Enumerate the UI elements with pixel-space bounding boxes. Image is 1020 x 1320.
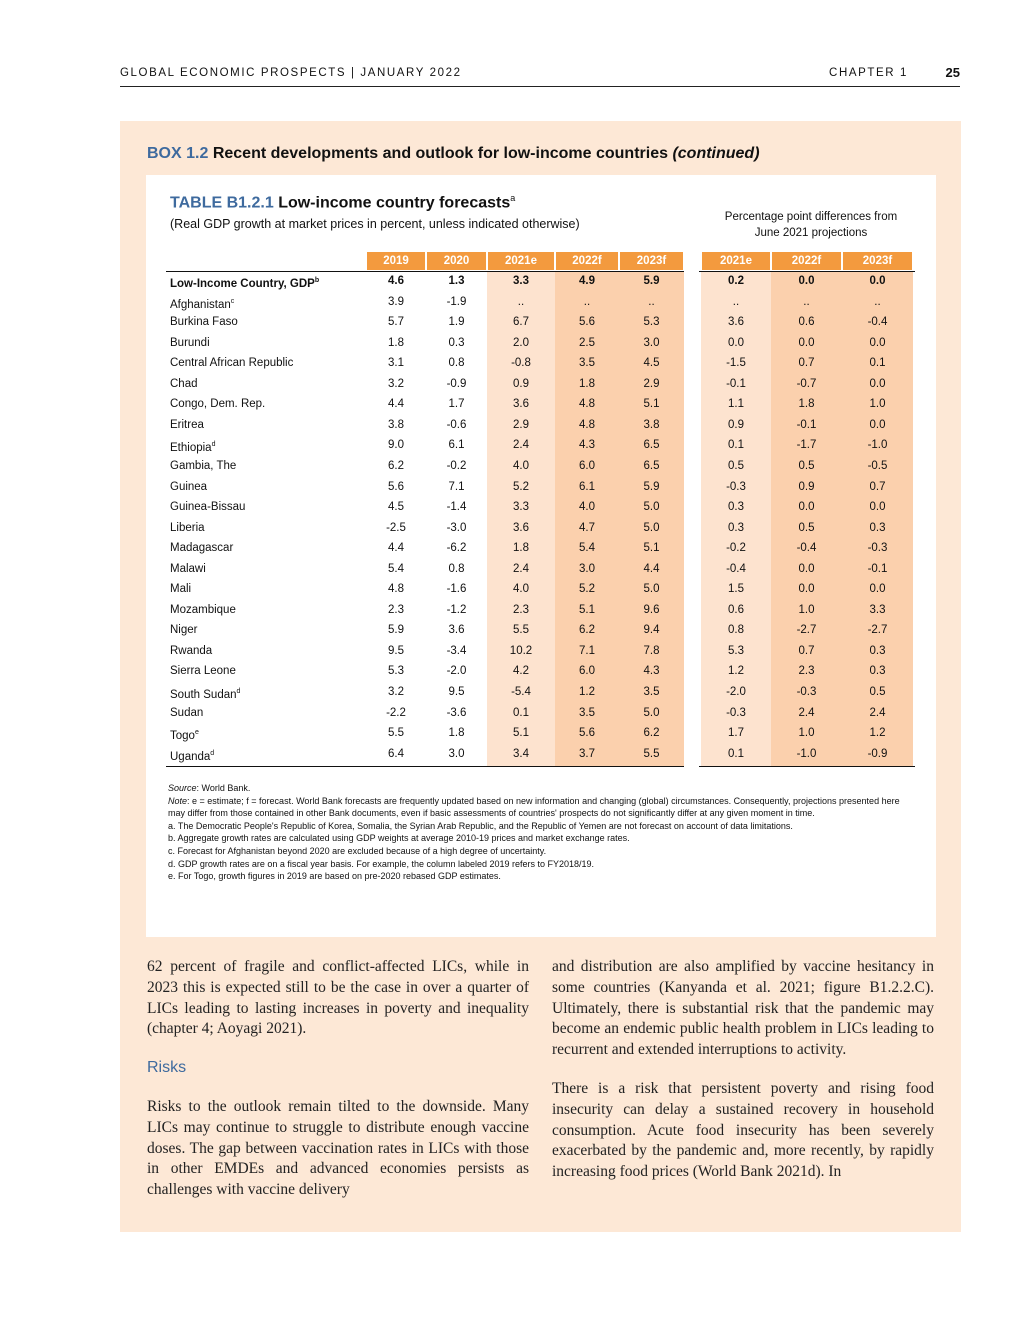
note-source-label: Source — [168, 783, 197, 793]
note-general — [168, 795, 918, 820]
table-cell: 2.3 — [513, 603, 529, 616]
table-cell: 1.7 — [728, 727, 744, 740]
table-cell: 4.4 — [388, 542, 404, 555]
table-cell: -2.5 — [386, 521, 406, 534]
table-cell: 1.7 — [448, 398, 465, 411]
table-row — [146, 292, 936, 312]
table-cell: 0.9 — [728, 418, 744, 431]
table-cell: 0.3 — [728, 521, 744, 534]
table-cell: 0.0 — [798, 336, 815, 349]
table-cell: 0.2 — [728, 275, 744, 287]
table-cell: 5.1 — [643, 542, 660, 555]
table-title — [170, 193, 515, 212]
table-cell: 0.5 — [728, 459, 744, 472]
table-cell: 0.1 — [869, 357, 886, 370]
table-cell: -1.7 — [796, 439, 817, 452]
table-cell: 6.2 — [388, 459, 404, 472]
table-row — [146, 744, 936, 764]
table-cell: 0.0 — [869, 501, 886, 514]
table-cell: -2.7 — [796, 624, 817, 637]
table-cell: .. — [874, 295, 881, 308]
table-row — [146, 394, 936, 414]
chapter-label: CHAPTER 1 — [829, 67, 908, 79]
table-cell: 4.3 — [579, 439, 595, 452]
table-cell: 0.7 — [798, 357, 815, 370]
table-cell: 0.0 — [798, 583, 815, 596]
table-cell: 0.8 — [728, 624, 744, 637]
country-footnote-marker: d — [236, 688, 241, 695]
table-cell: -1.0 — [796, 747, 817, 760]
table-cell: 5.9 — [388, 624, 404, 637]
page-number: 25 — [945, 65, 960, 80]
table-cell: 5.1 — [643, 398, 660, 411]
body-column-left — [147, 957, 529, 1219]
country-name: Rwanda — [170, 644, 213, 657]
table-cell: 0.0 — [869, 336, 886, 349]
table-cell: 4.8 — [388, 583, 404, 596]
table-row — [146, 641, 936, 661]
country-name: South Sudan$^d$ — [170, 688, 241, 701]
table-cell: -3.6 — [446, 706, 467, 719]
table-row — [146, 538, 936, 558]
table-cell: -0.3 — [796, 686, 817, 698]
table-cell: 3.3 — [513, 501, 529, 514]
country-name: Guinea — [170, 480, 208, 493]
table-cell: .. — [732, 295, 740, 308]
table-cell: 3.7 — [579, 747, 595, 760]
table-cell: 3.0 — [579, 562, 595, 575]
country-name: Central African Republic — [170, 357, 294, 370]
table-cell: 7.1 — [579, 644, 595, 657]
table-cell: 0.1 — [728, 747, 744, 760]
paragraph-left-2: Risks to the outlook remain tilted to the downside. Many LICs may continue to struggle to distribute enough vaccine doses. The gap between vaccination rates in LICs with those in other EMDEs and advanced economies persists as challenges with vaccine delivery — [147, 1097, 529, 1199]
note-source — [168, 782, 918, 795]
table-notes — [168, 782, 918, 883]
column-header-2: 2021e — [488, 252, 554, 270]
table-cell: -3.0 — [446, 521, 467, 534]
table-row — [146, 682, 936, 702]
note-a: a. The Democratic People's Republic of Korea, Somalia, the Syrian Arab Republic, and the Republic of Yemen are not forecast on account of data limitations. — [168, 820, 793, 831]
running-header — [120, 62, 960, 87]
differences-header-line-1: Percentage point differences from — [724, 211, 898, 223]
country-name: Niger — [170, 624, 198, 637]
table-cell: 2.9 — [643, 377, 660, 390]
table-cell: 0.0 — [869, 275, 886, 287]
table-cell: 9.5 — [388, 644, 404, 657]
table-cell: 2.5 — [579, 336, 595, 349]
country-footnote-marker: e — [194, 729, 199, 737]
table-cell: 4.4 — [388, 398, 404, 411]
table-cell: 0.9 — [798, 480, 815, 493]
table-cell: -2.0 — [726, 686, 746, 698]
table-cell: 5.6 — [579, 316, 595, 329]
table-cell: 9.4 — [643, 624, 660, 637]
table-cell: 0.8 — [448, 357, 465, 370]
country-footnote-marker: b — [314, 277, 320, 284]
table-cell: 3.4 — [513, 747, 529, 760]
table-cell: 5.5 — [513, 624, 529, 637]
table-cell: 5.3 — [728, 644, 744, 657]
table-cell: 3.6 — [728, 316, 744, 329]
table-cell: 1.9 — [448, 316, 465, 329]
table-cell: 6.7 — [513, 316, 529, 329]
table-cell: 3.2 — [388, 377, 404, 390]
table-cell: 4.3 — [643, 665, 660, 678]
table-cell: 1.3 — [448, 275, 465, 287]
table-cell: 0.0 — [798, 501, 815, 514]
box-title-text: Recent developments and outlook for low-income countries — [212, 145, 668, 162]
table-cell: 0.0 — [798, 275, 815, 287]
table-cell: 0.6 — [728, 603, 744, 616]
table-cell: 2.0 — [513, 336, 529, 349]
table-cell: -1.9 — [446, 295, 467, 308]
table-cell: 1.8 — [579, 377, 595, 390]
table-cell: -0.4 — [726, 562, 746, 575]
table-cell: .. — [583, 295, 591, 308]
table-cell: -0.9 — [867, 747, 888, 760]
country-name: Liberia — [170, 521, 205, 534]
table-cell: 4.0 — [513, 459, 529, 472]
table-cell: 5.0 — [643, 521, 660, 534]
table-subtitle: (Real GDP growth at market prices in percent, unless indicated otherwise) — [170, 217, 580, 231]
table-row — [146, 312, 936, 332]
table-cell: 0.3 — [728, 501, 744, 514]
column-header-0: 2019 — [367, 252, 425, 270]
table-cell: -0.8 — [511, 357, 531, 370]
table-cell: 4.5 — [643, 357, 660, 370]
table-cell: 6.0 — [579, 459, 595, 472]
country-name: Togo$^e$ — [170, 729, 199, 742]
column-header-7: 2023f — [843, 252, 912, 270]
note-d: d. GDP growth rates are on a fiscal year basis. For example, the column labeled 2019 refers to FY2018/19. — [168, 858, 595, 869]
table-cell: 3.6 — [448, 624, 465, 637]
table-cell: 5.2 — [579, 583, 595, 596]
table-cell: 7.1 — [448, 480, 465, 493]
table-cell: 1.8 — [388, 336, 404, 349]
table-cell: 5.6 — [388, 480, 404, 493]
table-cell: 1.0 — [869, 398, 886, 411]
table-row — [146, 559, 936, 579]
box-title — [147, 145, 760, 163]
table-row — [146, 456, 936, 476]
table-cell: -2.0 — [446, 665, 467, 678]
table-cell: -0.3 — [726, 706, 746, 719]
table-row — [146, 620, 936, 640]
table-cell: 1.1 — [728, 398, 744, 411]
table-cell: 5.3 — [388, 665, 404, 678]
table-cell: 5.4 — [388, 562, 404, 575]
table-cell: 3.0 — [448, 747, 465, 760]
table-cell: 1.5 — [728, 583, 744, 596]
table-cell: 1.0 — [798, 727, 815, 740]
table-cell: 4.8 — [579, 398, 595, 411]
table-row — [146, 415, 936, 435]
table-row — [146, 600, 936, 620]
table-cell: -0.2 — [446, 459, 467, 472]
table-cell: 1.0 — [798, 603, 815, 616]
country-name: Ethiopia$^d$ — [170, 441, 216, 455]
rule-bottom-right — [699, 766, 915, 767]
table-cell: 1.2 — [579, 686, 595, 698]
table-cell: 0.0 — [798, 562, 815, 575]
table-cell: 6.5 — [643, 439, 660, 452]
table-cell: 5.0 — [643, 583, 660, 596]
table-cell: 0.7 — [798, 644, 815, 657]
table-cell: .. — [517, 295, 525, 308]
table-cell: -0.1 — [796, 418, 817, 431]
table-cell: 0.3 — [869, 665, 886, 678]
country-name: Sudan — [170, 706, 204, 719]
table-cell: 6.2 — [579, 624, 595, 637]
table-row — [146, 435, 936, 455]
table-label: TABLE B1.2.1 — [170, 194, 274, 212]
table-cell: 1.8 — [798, 398, 815, 411]
table-cell: 5.9 — [643, 480, 660, 493]
table-cell: -0.6 — [446, 418, 467, 431]
differences-header — [701, 209, 921, 241]
table-cell: -0.1 — [726, 377, 746, 390]
table-cell: 3.8 — [643, 418, 660, 431]
table-cell: 5.6 — [579, 727, 595, 740]
table-cell: 0.5 — [869, 686, 886, 698]
table-cell: 3.5 — [643, 686, 660, 698]
table-cell: 3.6 — [513, 521, 529, 534]
table-title-note: a — [510, 193, 516, 203]
table-cell: 5.2 — [513, 480, 529, 493]
box-1-2 — [120, 121, 961, 1232]
column-header-6: 2022f — [772, 252, 841, 270]
country-name: Low-Income Country, GDP$^b$ — [170, 277, 320, 290]
publication-title: GLOBAL ECONOMIC PROSPECTS | JANUARY 2022 — [120, 67, 462, 79]
table-cell: 3.8 — [388, 418, 404, 431]
table-row — [146, 497, 936, 517]
table-cell: 5.5 — [643, 747, 660, 760]
table-cell: 0.0 — [869, 377, 886, 390]
table-cell: -6.2 — [446, 542, 467, 555]
country-name: Gambia, The — [170, 459, 237, 472]
table-cell: -1.0 — [867, 439, 888, 452]
table-cell: 2.3 — [388, 603, 404, 616]
country-name: Guinea-Bissau — [170, 501, 246, 514]
table-cell: 2.3 — [798, 665, 815, 678]
table-cell: -0.3 — [726, 480, 746, 493]
table-cell: 4.4 — [643, 562, 660, 575]
table-cell: 5.0 — [643, 501, 660, 514]
table-cell: 2.4 — [513, 439, 529, 452]
table-cell: 0.9 — [513, 377, 529, 390]
table-row — [146, 271, 936, 291]
table-cell: -2.7 — [867, 624, 888, 637]
paragraph-left-1: 62 percent of fragile and conflict-affected LICs, while in 2023 this is expected still to be the case in over a quarter of LICs leading to lasting increases in poverty and inequality (chapter 4; Aoyagi 2021). — [147, 958, 529, 1038]
table-cell: 2.4 — [798, 706, 815, 719]
country-footnote-marker: d — [211, 441, 216, 449]
table-cell: 3.9 — [388, 295, 404, 308]
table-title-text: Low-income country forecasts — [278, 194, 511, 212]
note-source-text: : World Bank. — [196, 783, 251, 793]
table-cell: -0.2 — [726, 542, 746, 555]
table-cell: 3.0 — [643, 336, 660, 349]
table-cell: 9.6 — [643, 603, 660, 616]
table-cell: -0.4 — [867, 316, 888, 329]
table-cell: 0.6 — [798, 316, 815, 329]
country-name: Mali — [170, 583, 192, 596]
table-cell: -0.9 — [446, 377, 467, 390]
box-continued: (continued) — [672, 145, 760, 162]
column-header-3: 2022f — [556, 252, 618, 270]
table-cell: -1.6 — [446, 583, 467, 596]
table-cell: 3.1 — [388, 357, 404, 370]
table-cell: 1.8 — [513, 542, 529, 555]
table-row — [146, 353, 936, 373]
rule-bottom-left — [166, 766, 684, 767]
table-cell: 6.1 — [579, 480, 595, 493]
table-cell: -5.4 — [511, 686, 531, 698]
table-cell: 5.1 — [579, 603, 595, 616]
table-cell: 0.3 — [869, 644, 886, 657]
table-cell: 4.9 — [579, 275, 595, 287]
table-cell: 0.7 — [869, 480, 886, 493]
country-footnote-marker: d — [210, 749, 215, 757]
table-cell: 4.0 — [513, 583, 529, 596]
note-general-label: Note — [168, 795, 188, 806]
table-cell: 3.6 — [513, 398, 529, 411]
table-cell: 4.0 — [579, 501, 595, 514]
table-row — [146, 579, 936, 599]
table-cell: -1.4 — [446, 501, 467, 514]
table-cell: -0.5 — [867, 459, 888, 472]
table-cell: 5.1 — [513, 727, 529, 740]
table-cell: 0.3 — [448, 336, 465, 349]
table-cell: -3.4 — [446, 644, 467, 657]
table-cell: 2.4 — [513, 562, 529, 575]
table-cell: .. — [648, 295, 655, 308]
country-name: Congo, Dem. Rep. — [170, 398, 266, 411]
table-cell: 9.0 — [388, 439, 404, 452]
box-label: BOX 1.2 — [147, 145, 209, 162]
note-general-text: : e = estimate; f = forecast. World Bank forecasts are frequently updated based on new information and changing (global) circumstances. Consequently, projections presented here may differ from those contained in other Bank documents, even if basic assessments of countries' prospects do not significantly differ at any given moment in time. — [168, 795, 900, 819]
table-cell: 5.0 — [643, 706, 660, 719]
differences-header-line-2: June 2021 projections — [754, 227, 868, 239]
table-row — [146, 661, 936, 681]
table-cell: 5.9 — [643, 275, 660, 287]
table-cell: .. — [803, 295, 810, 308]
table-cell: 5.7 — [388, 316, 404, 329]
table-cell: 6.4 — [388, 747, 404, 760]
table-panel — [146, 175, 936, 937]
table-cell: -0.4 — [796, 542, 817, 555]
table-cell: 5.4 — [579, 542, 595, 555]
table-cell: 0.0 — [728, 336, 744, 349]
table-row — [146, 477, 936, 497]
risks-heading: Risks — [147, 1059, 187, 1077]
table-row — [146, 703, 936, 723]
table-cell: 7.8 — [643, 644, 660, 657]
note-b: b. Aggregate growth rates are calculated using GDP weights at average 2010-19 prices and market exchange rates. — [168, 833, 630, 844]
note-c: c. Forecast for Afghanistan beyond 2020 are excluded because of a high degree of uncertainty. — [168, 845, 547, 856]
body-column-right — [552, 957, 934, 1201]
column-header-1: 2020 — [427, 252, 486, 270]
table-cell: 0.3 — [869, 521, 886, 534]
table-cell: 2.9 — [513, 418, 529, 431]
table-cell: 0.8 — [448, 562, 465, 575]
table-cell: 5.5 — [388, 727, 404, 740]
table-cell: -0.7 — [796, 377, 817, 390]
country-name: Mozambique — [170, 603, 236, 616]
table-cell: -0.3 — [867, 542, 888, 555]
country-name: Sierra Leone — [170, 665, 236, 678]
table-row — [146, 374, 936, 394]
table-cell: 4.2 — [513, 665, 529, 678]
table-cell: 3.3 — [869, 603, 886, 616]
country-name: Malawi — [170, 562, 206, 575]
country-name: Uganda$^d$ — [170, 749, 215, 763]
table-cell: 10.2 — [509, 644, 533, 657]
table-cell: 3.5 — [579, 357, 595, 370]
table-cell: 4.8 — [579, 418, 595, 431]
table-cell: 3.2 — [388, 686, 404, 698]
table-cell: 0.0 — [869, 583, 886, 596]
table-cell: -2.2 — [386, 706, 406, 719]
country-name: Madagascar — [170, 542, 234, 555]
table-cell: -1.5 — [726, 357, 746, 370]
country-name: Afghanistan$^c$ — [170, 297, 235, 311]
paragraph-right-2: There is a risk that persistent poverty and rising food insecurity can delay a sustained recovery in household consumption. Acute food insecurity has been severely exacerbated by the pandemic and, more recently, by rapidly increasing food prices (World Bank 2021d). In — [552, 1079, 934, 1181]
table-row — [146, 333, 936, 353]
column-header-5: 2021e — [702, 252, 770, 270]
table-cell: 3.5 — [579, 706, 595, 719]
country-name: Burkina Faso — [170, 316, 238, 329]
paragraph-right-1: and distribution are also amplified by vaccine hesitancy in some countries (Kanyanda et al. 2021; figure B1.2.2.C). Ultimately, there is substantial risk that the pandemic may become an endemic public health problem in LICs leading to recurrent and extended interruptions to activity. — [552, 958, 934, 1059]
table-row — [146, 723, 936, 743]
table-cell: 6.5 — [643, 459, 660, 472]
table-cell: 6.1 — [448, 439, 465, 452]
table-cell: 2.4 — [869, 706, 886, 719]
table-cell: -1.2 — [446, 603, 467, 616]
table-cell: 3.3 — [513, 275, 529, 287]
table-cell: 1.2 — [728, 665, 744, 678]
table-cell: 4.7 — [579, 521, 595, 534]
column-header-4: 2023f — [620, 252, 683, 270]
country-footnote-marker: c — [230, 297, 235, 305]
table-cell: 4.6 — [388, 275, 404, 287]
table-cell: 9.5 — [448, 686, 465, 698]
table-cell: 1.2 — [869, 727, 886, 740]
table-cell: 0.1 — [728, 439, 744, 452]
table-cell: 4.5 — [388, 501, 404, 514]
table-cell: 0.0 — [869, 418, 886, 431]
table-cell: 1.8 — [448, 727, 465, 740]
table-cell: 6.0 — [579, 665, 595, 678]
table-cell: -0.1 — [867, 562, 888, 575]
table-row — [146, 518, 936, 538]
country-name: Burundi — [170, 336, 210, 349]
table-cell: 5.3 — [643, 316, 660, 329]
table-cell: 6.2 — [643, 727, 660, 740]
table-cell: 0.5 — [798, 521, 815, 534]
country-name: Chad — [170, 377, 198, 390]
table-cell: 0.1 — [513, 706, 529, 719]
country-name: Eritrea — [170, 418, 204, 431]
note-e: e. For Togo, growth figures in 2019 are based on pre-2020 rebased GDP estimates. — [168, 871, 501, 882]
table-cell: 0.5 — [798, 459, 815, 472]
